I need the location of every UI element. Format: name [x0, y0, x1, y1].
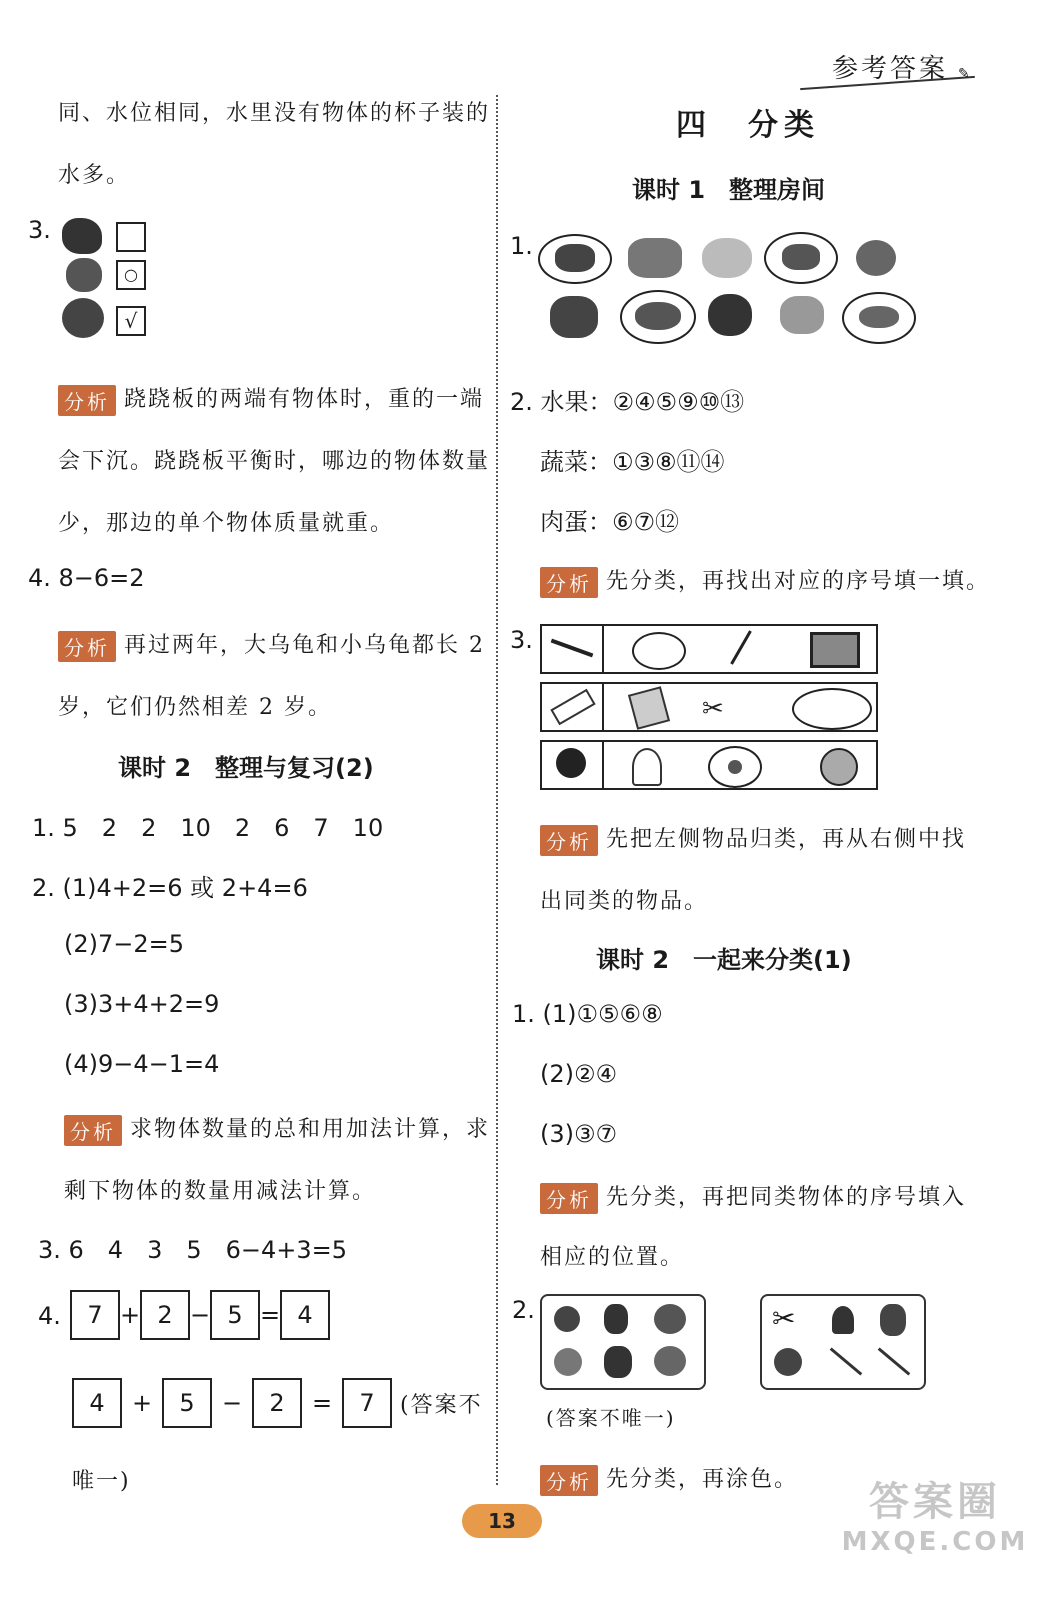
r-q2-fruit: 2. 水果：②④⑤⑨⑩⑬ — [510, 388, 745, 416]
analysis-badge: 分析 — [64, 1115, 122, 1146]
r-analysis-4 — [540, 1462, 798, 1496]
analysis-badge: 分析 — [58, 631, 116, 662]
r-analysis-4-text: 先分类，再涂色。 — [606, 1467, 799, 1492]
answer-box-2: ○ — [116, 260, 146, 290]
analysis-1-line2: 会下沉。跷跷板平衡时，哪边的物体数量 — [58, 449, 491, 474]
analysis-badge: 分析 — [540, 1183, 598, 1214]
bird-picture — [856, 240, 896, 276]
circled-animal-1 — [538, 234, 612, 284]
r-l2-q1b: (2)②④ — [540, 1060, 618, 1088]
lesson1-title: 课时 1 整理房间 — [632, 176, 826, 204]
dog-picture — [550, 296, 598, 338]
header-label: 参考答案 — [832, 54, 949, 84]
r-analysis-1 — [540, 564, 990, 598]
monkey-picture — [66, 258, 102, 292]
eq2-box-3: 2 — [252, 1378, 302, 1428]
r-l2-q2-number: 2. — [512, 1296, 535, 1324]
l2-q1: 1. 5 2 2 10 2 6 7 10 — [32, 814, 384, 842]
bowl-picture — [632, 632, 686, 670]
insect-picture — [554, 1306, 580, 1332]
eq1-op-1: + — [120, 1301, 141, 1329]
eq2-note-line2: 唯一) — [72, 1469, 131, 1494]
r-q1-number: 1. — [510, 232, 533, 260]
cow-picture — [628, 238, 682, 278]
left-line2: 水多。 — [58, 163, 131, 188]
eq1-op-2: − — [190, 1301, 211, 1329]
chapter-title: 四 分类 — [676, 108, 820, 143]
insect-picture — [604, 1346, 632, 1378]
page-number: 13 — [462, 1504, 542, 1538]
insect-picture — [604, 1304, 628, 1334]
r-analysis-1-text: 先分类，再找出对应的序号填一填。 — [606, 569, 991, 594]
analysis-2-text: 再过两年，大乌龟和小乌龟都长 2 — [124, 633, 485, 658]
q3-number: 3. — [28, 216, 51, 244]
eq2-box-4: 7 — [342, 1378, 392, 1428]
r-analysis-2-text: 先把左侧物品归类，再从右侧中找 — [606, 827, 967, 852]
r-l2-q1c: (3)③⑦ — [540, 1120, 618, 1148]
eq2-box-1: 4 — [72, 1378, 122, 1428]
analysis-1 — [58, 382, 484, 416]
l2-q4-number: 4. — [38, 1302, 61, 1330]
analysis-2-line2: 岁，它们仍然相差 2 岁。 — [58, 695, 332, 720]
eq1-box-1: 7 — [70, 1290, 120, 1340]
watermark-top: 答案圈 — [869, 1479, 1001, 1525]
lion-picture — [654, 1304, 686, 1334]
tool-group-box — [760, 1294, 926, 1390]
r-analysis-3-text: 先分类，再把同类物体的序号填入 — [606, 1185, 967, 1210]
eq1-op-3: = — [260, 1301, 281, 1329]
analysis-2 — [58, 628, 485, 662]
circled-animal-2 — [764, 232, 838, 284]
circled-brush — [792, 688, 872, 730]
volleyball-picture — [820, 748, 858, 786]
analysis-3 — [64, 1112, 490, 1146]
column-divider — [496, 95, 498, 1485]
table-row — [540, 682, 878, 732]
answer-box-3: √ — [116, 306, 146, 336]
calculator-picture — [628, 686, 670, 730]
eq2-note: (答案不 — [400, 1392, 483, 1418]
chopsticks-cell — [542, 626, 604, 672]
plant-picture — [880, 1304, 906, 1336]
watermark — [840, 1470, 1030, 1557]
r-l2-q2-note: (答案不唯一) — [546, 1406, 676, 1430]
eq2-op-2: − — [221, 1389, 243, 1417]
pencil-icon: ✎ — [958, 66, 970, 82]
cat-picture — [654, 1346, 686, 1376]
r-q2-veg: 蔬菜：①③⑧⑪⑭ — [540, 448, 725, 476]
screwdriver-picture — [830, 1347, 863, 1375]
eq1-box-3: 5 — [210, 1290, 260, 1340]
r-q3-number: 3. — [510, 626, 533, 654]
watermark-bottom: MXQE.COM — [841, 1527, 1029, 1557]
panda-picture — [62, 218, 102, 254]
lesson-title-left: 课时 2 整理与复习(2) — [118, 754, 374, 782]
circled-dolphin — [842, 292, 916, 344]
circled-whale — [620, 290, 696, 344]
rabbit-picture — [708, 294, 752, 336]
glue-cell — [542, 684, 604, 730]
r-q2-meat: 肉蛋：⑥⑦⑫ — [540, 508, 680, 536]
monitor-picture — [810, 632, 860, 668]
butterfly-picture — [780, 296, 824, 334]
eq2-box-2: 5 — [162, 1378, 212, 1428]
sheep-picture — [702, 238, 752, 278]
r-analysis-2 — [540, 822, 966, 856]
ball-picture — [774, 1348, 802, 1376]
scissors-icon: ✂ — [702, 694, 724, 724]
r-analysis-2-line2: 出同类的物品。 — [540, 889, 709, 914]
l2-q3: 3. 6 4 3 5 6−4+3=5 — [38, 1236, 348, 1264]
pen-picture — [730, 630, 752, 664]
analysis-3-line2: 剩下物体的数量用减法计算。 — [64, 1179, 377, 1204]
pingpong-cell — [542, 742, 604, 788]
circled-ball — [708, 746, 762, 788]
analysis-badge: 分析 — [540, 1465, 598, 1496]
analysis-1-line3: 少，那边的单个物体质量就重。 — [58, 511, 395, 536]
analysis-badge: 分析 — [58, 385, 116, 416]
screwdriver-picture — [878, 1347, 911, 1375]
analysis-badge: 分析 — [540, 567, 598, 598]
l2-q2b: (2)7−2=5 — [64, 930, 185, 958]
eq2-op-3: = — [311, 1389, 333, 1417]
table-row — [540, 624, 878, 674]
insect-group-box — [540, 1294, 706, 1390]
l2-q2a: 2. (1)4+2=6 或 2+4=6 — [32, 874, 308, 902]
eq1-box-2: 2 — [140, 1290, 190, 1340]
lesson2-title-right: 课时 2 一起来分类(1) — [596, 946, 852, 974]
table-row — [540, 740, 878, 790]
classification-table — [540, 624, 878, 798]
shuttlecock-picture — [632, 748, 662, 786]
analysis-3-text: 求物体数量的总和用加法计算，求 — [130, 1117, 491, 1142]
eq2-op-1: + — [131, 1389, 153, 1417]
shuttlecock-picture — [832, 1306, 854, 1334]
equation-2 — [72, 1378, 483, 1428]
r-l2-q1a: 1. (1)①⑤⑥⑧ — [512, 1000, 663, 1028]
l2-q2d: (4)9−4−1=4 — [64, 1050, 220, 1078]
left-line1: 同、水位相同，水里没有物体的杯子装的 — [58, 101, 491, 126]
analysis-1-text: 跷跷板的两端有物体时，重的一端 — [124, 387, 485, 412]
l2-q2c: (3)3+4+2=9 — [64, 990, 220, 1018]
pliers-icon: ✂ — [772, 1302, 796, 1335]
r-analysis-3 — [540, 1180, 966, 1214]
mouse-picture — [554, 1348, 582, 1376]
equation-1 — [70, 1290, 330, 1340]
eq1-box-4: 4 — [280, 1290, 330, 1340]
left-q4: 4. 8−6=2 — [28, 564, 145, 592]
answer-box-1 — [116, 222, 146, 252]
r-analysis-3-line2: 相应的位置。 — [540, 1245, 685, 1270]
lion-picture — [62, 298, 104, 338]
analysis-badge: 分析 — [540, 825, 598, 856]
